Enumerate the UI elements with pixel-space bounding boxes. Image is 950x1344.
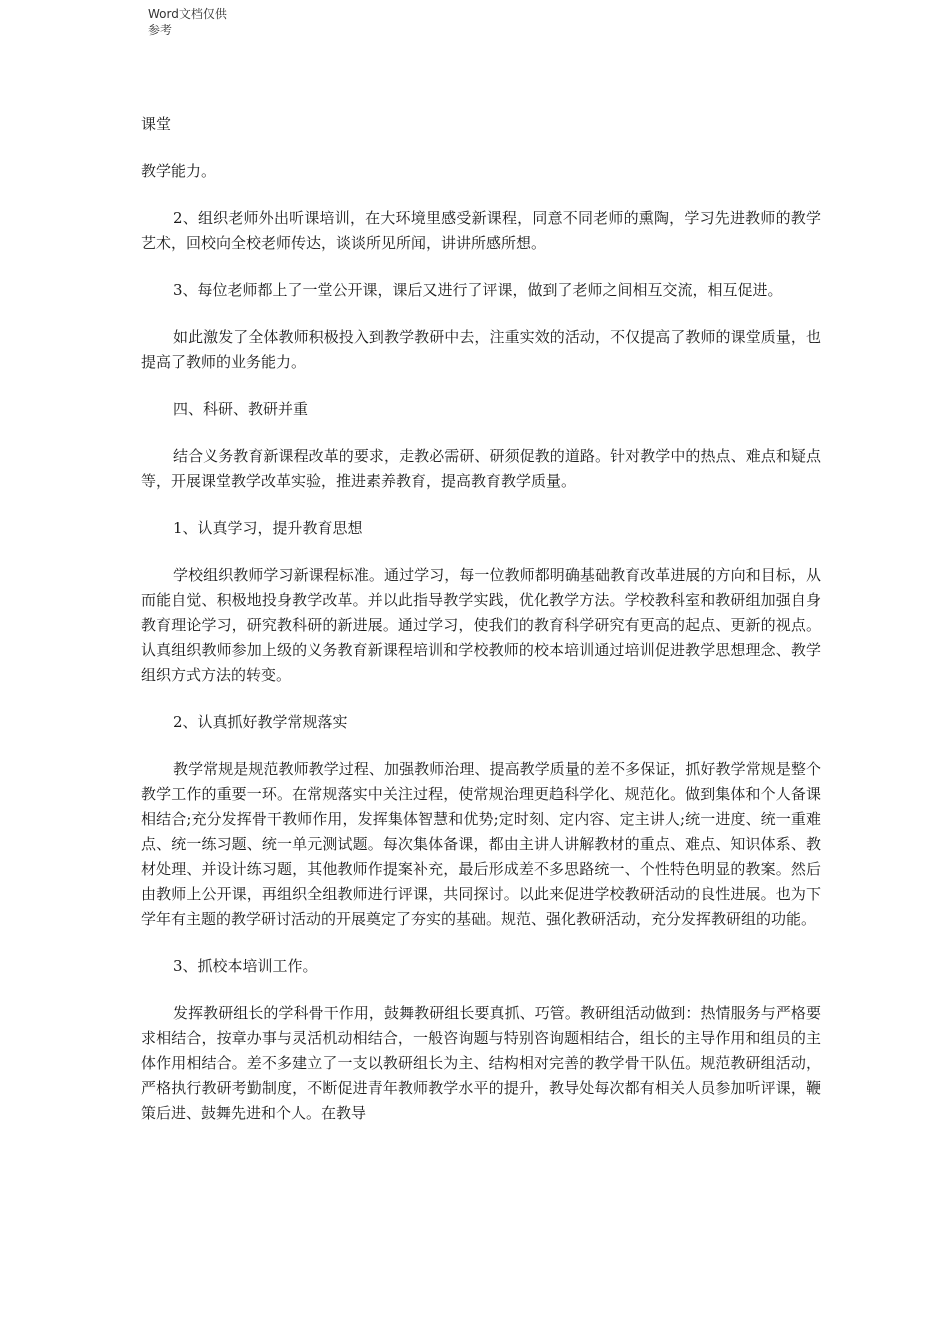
document-body	[141, 112, 821, 1148]
subheading-1: 1、认真学习，提升教育思想	[173, 519, 363, 537]
paragraph-4: 3、每位老师都上了一堂公开课，课后又进行了评课，做到了老师之间相互交流，相互促进。	[173, 281, 783, 299]
paragraph-5: 如此激发了全体教师积极投入到教学教研中去，注重实效的活动，不仅提高了教师的课堂质量，也提高了教师的业务能力。	[141, 328, 821, 371]
paragraph-13: 发挥教研组长的学科骨干作用，鼓舞教研组长要真抓、巧管。教研组活动做到：热情服务与严格要求相结合，按章办事与灵活机动相结合，一般咨询题与特别咨询题相结合，组长的主导作用和组员的主体作用相结合。差不多建立了一支以教研组长为主、结构相对完善的教学骨干队伍。规范教研组活动，严格执行教研考勤制度，不断促进青年教师教学水平的提升，教导处每次都有相关人员参加听评课，鞭策后进、鼓舞先进和个人。在教导	[141, 1004, 821, 1122]
paragraph-2: 教学能力。	[141, 162, 217, 180]
paragraph-7: 结合义务教育新课程改革的要求，走教必需研、研须促教的道路。针对教学中的热点、难点和疑点等，开展课堂教学改革实验，推进素养教育，提高教育教学质量。	[141, 447, 821, 490]
subheading-2: 2、认真抓好教学常规落实	[173, 713, 348, 731]
paragraph-11: 教学常规是规范教师教学过程、加强教师治理、提高教学质量的差不多保证，抓好教学常规是整个教学工作的重要一环。在常规落实中关注过程，使常规治理更趋科学化、规范化。做到集体和个人备课相结合;充分发挥骨干教师作用，发挥集体智慧和优势;定时刻、定内容、定主讲人;统一进度、统一重难点、统一练习题、统一单元测试题。每次集体备课，都由主讲人讲解教材的重点、难点、知识体系、教材处理、并设计练习题，其他教师作提案补充，最后形成差不多思路统一、个性特色明显的教案。然后由教师上公开课，再组织全组教师进行评课，共同探讨。以此来促进学校教研活动的良性进展。也为下学年有主题的教学研讨活动的开展奠定了夯实的基础。规范、强化教研活动，充分发挥教研组的功能。	[141, 760, 821, 928]
paragraph-1: 课堂	[141, 115, 172, 133]
paragraph-3: 2、组织老师外出听课培训，在大环境里感受新课程，同意不同老师的熏陶，学习先进教师的教学艺术，回校向全校老师传达，谈谈所见所闻，讲讲所感所想。	[141, 209, 821, 252]
section-heading-4: 四、科研、教研并重	[173, 400, 309, 418]
paragraph-9: 学校组织教师学习新课程标准。通过学习，每一位教师都明确基础教育改革进展的方向和目标，从而能自觉、积极地投身教学改革。并以此指导教学实践，优化教学方法。学校教科室和教研组加强自身教育理论学习，研究教科研的新进展。通过学习，使我们的教育科学研究有更高的起点、更新的视点。认真组织教师参加上级的义务教育新课程培训和学校教师的校本培训通过培训促进教学思想理念、教学组织方式方法的转变。	[141, 566, 821, 684]
subheading-3: 3、抓校本培训工作。	[173, 957, 318, 975]
header-watermark: Word文档仅供参考	[148, 7, 227, 37]
